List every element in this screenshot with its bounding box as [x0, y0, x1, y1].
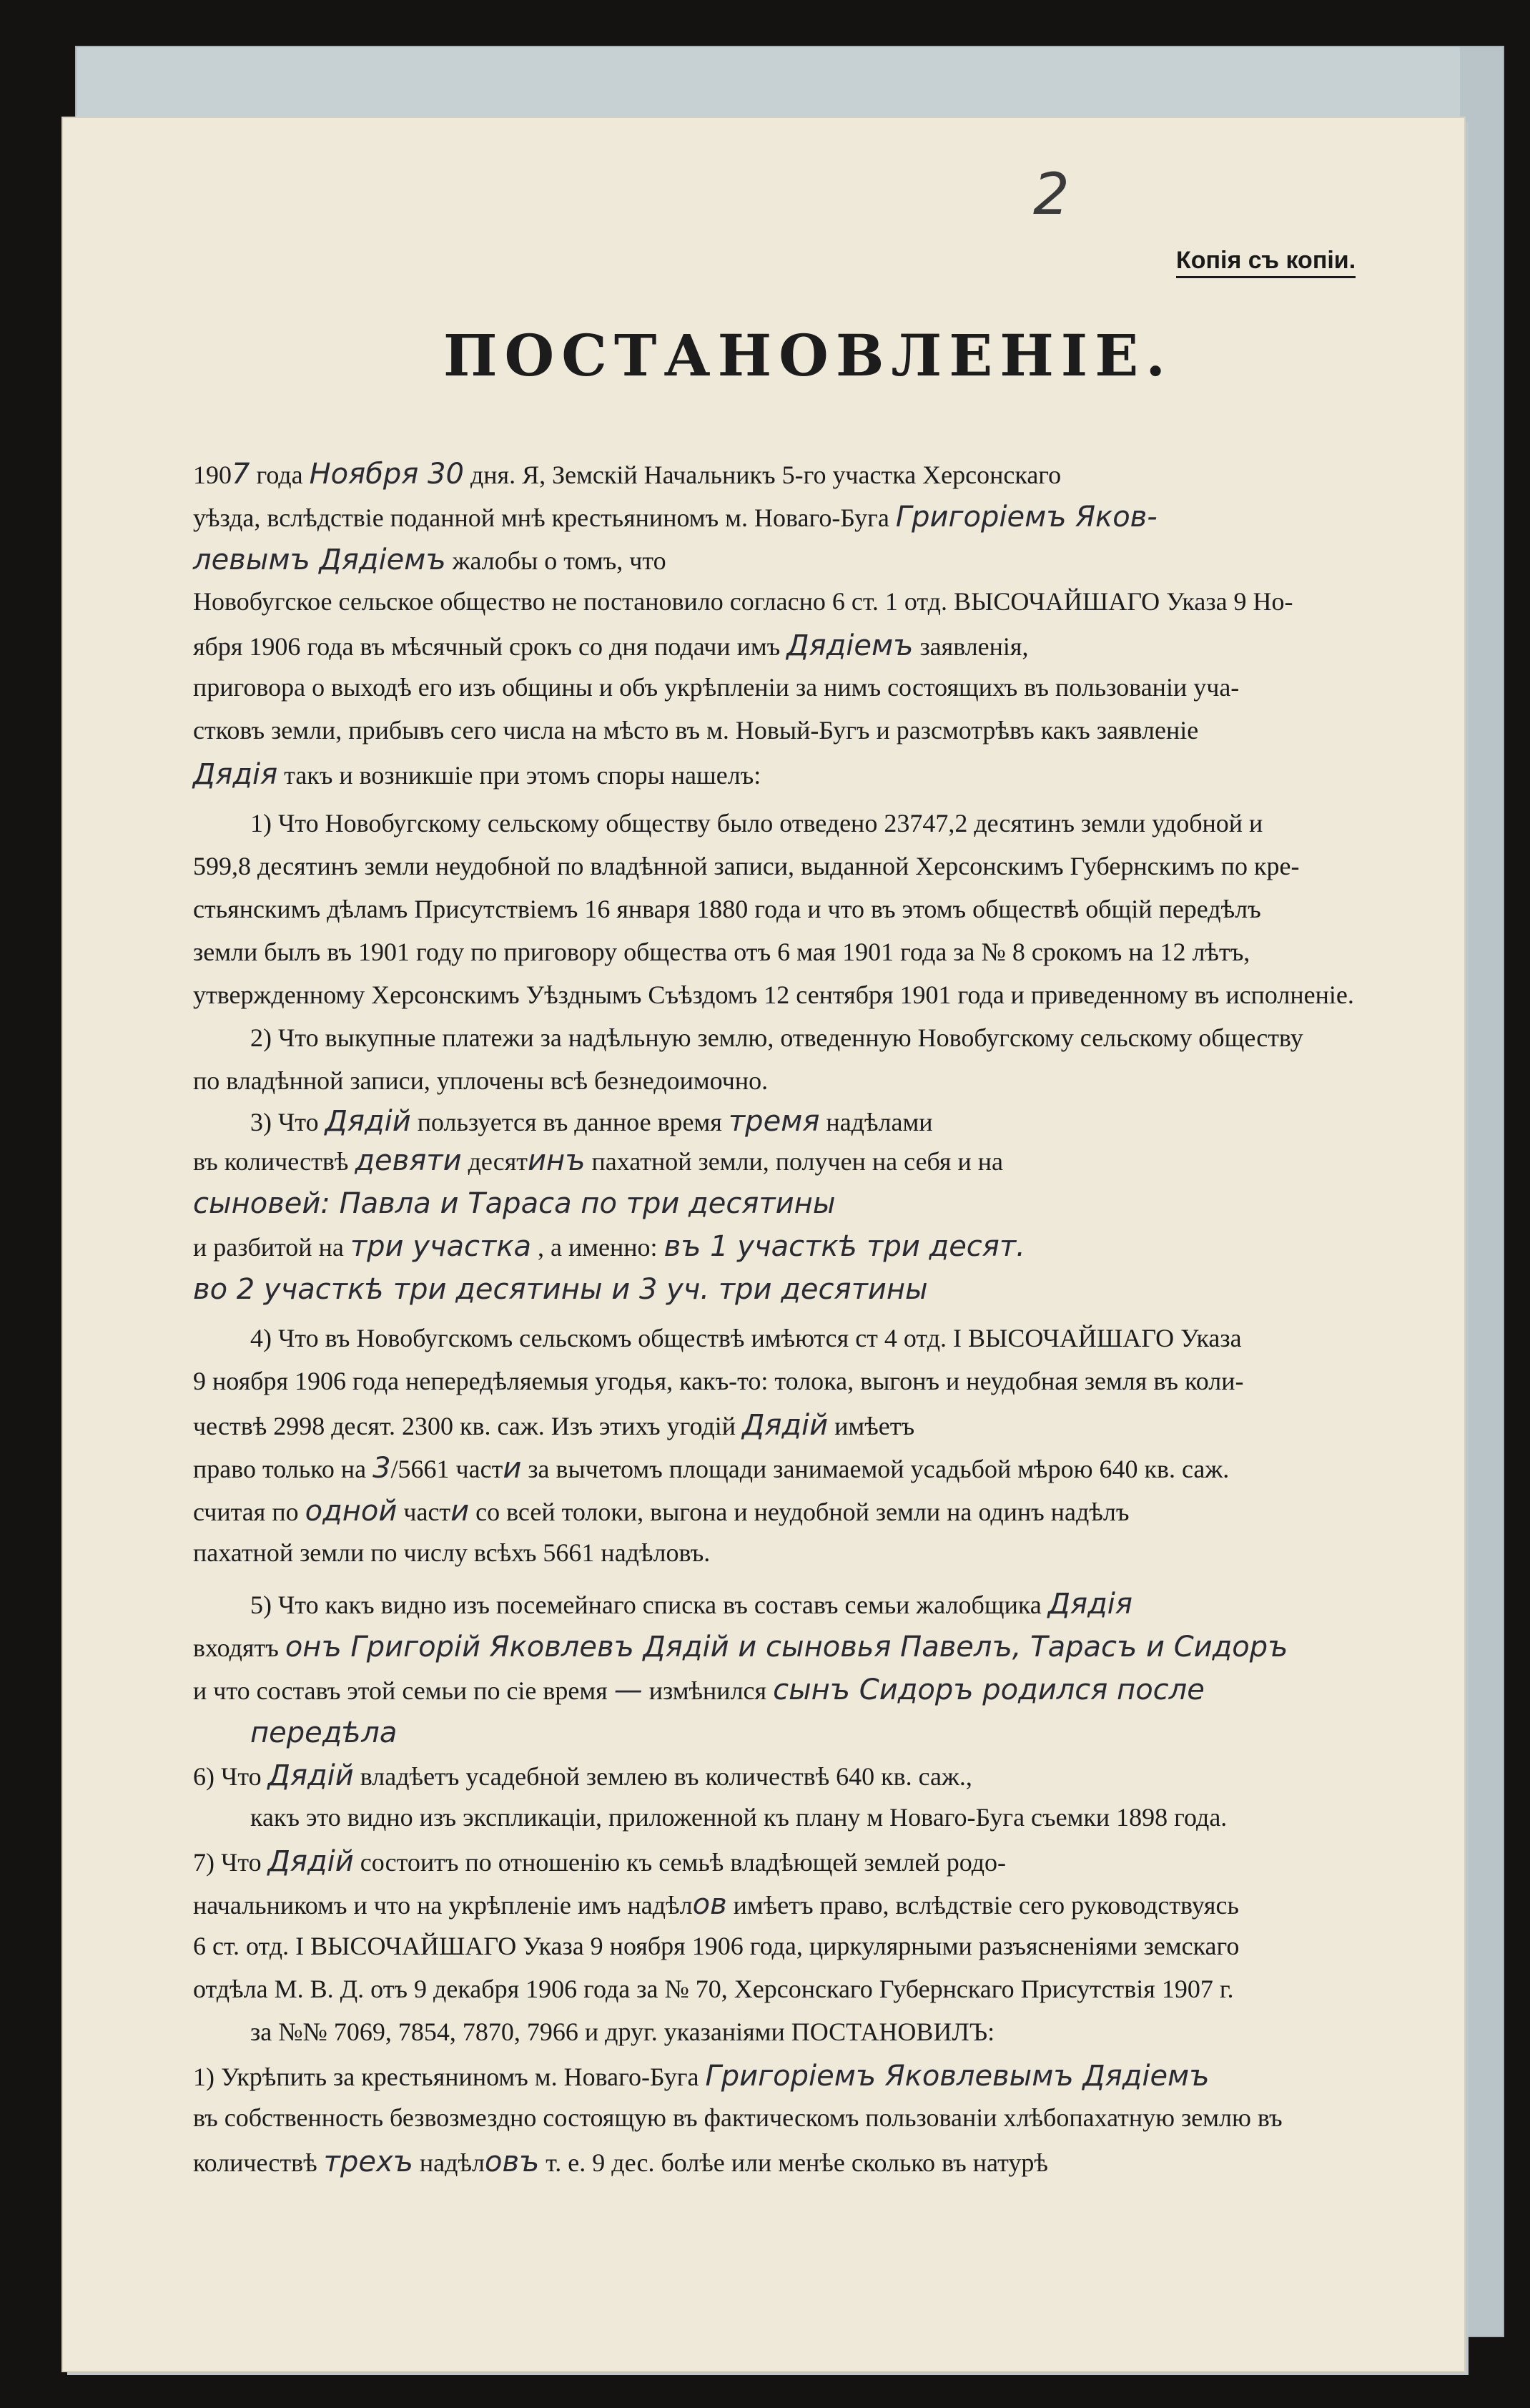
printed-text: въ собственность безвозмездно состоящую въ фактическомъ пользованіи хлѣбопахатную землю въ: [193, 2103, 1283, 2132]
printed-text: состоитъ по отношенію къ семьѣ владѣющей землей родо-: [353, 1848, 1007, 1877]
printed-text: стковъ земли, прибывъ сего числа на мѣсто въ м. Новый-Бугъ и разсмотрѣвъ какъ заявленіе: [193, 716, 1199, 744]
printed-text: Новобугское сельское общество не постановило согласно 6 ст. 1 отд. ВЫСОЧАЙШАГО Указа 9 Но-: [193, 587, 1293, 616]
printed-text: 1) Что Новобугскому сельскому обществу было отведено 23747,2 десятинъ земли удобной и: [250, 809, 1263, 837]
document-line: [193, 501, 1344, 545]
printed-text: 7) Что: [193, 1848, 268, 1877]
printed-text: имѣетъ: [828, 1412, 915, 1440]
document-line: [193, 1452, 1344, 1496]
printed-text: земли былъ въ 1901 году по приговору общества отъ 6 мая 1901 года за № 8 срокомъ на 12 лѣтъ,: [193, 938, 1250, 966]
printed-text: какъ это видно изъ экспликаціи, приложенной къ плану м Новаго-Буга съемки 1898 года.: [250, 1803, 1228, 1832]
handwritten-entry: и: [503, 1452, 522, 1485]
printed-text: входятъ: [193, 1633, 285, 1662]
copy-label: Копія съ копіи.: [1176, 247, 1356, 278]
document-line: [193, 2146, 1344, 2190]
document-line: [193, 1674, 1344, 1718]
handwritten-entry: Дядіемъ: [786, 629, 914, 662]
handwritten-entry: во 2 участкѣ три десятины и 3 уч. три десятины: [193, 1273, 928, 1306]
handwritten-entry: сынъ Сидоръ родился после: [773, 1674, 1205, 1706]
printed-text: десят: [461, 1147, 528, 1176]
document-line: [193, 586, 1344, 631]
handwritten-entry: овъ: [484, 2146, 540, 2178]
printed-text: ября 1906 года въ мѣсячный срокъ со дня подачи имъ: [193, 632, 787, 661]
document-line: [193, 458, 1344, 502]
document-line: [193, 2060, 1344, 2104]
document-line: [193, 1230, 1344, 1274]
document-line: [193, 1802, 1401, 1847]
handwritten-entry: Дядій: [742, 1409, 829, 1442]
printed-text: по владѣнной записи, уплочены всѣ безнедоимочно.: [193, 1066, 769, 1095]
document-line: [193, 808, 1401, 852]
handwritten-entry: Дядія: [1047, 1588, 1132, 1621]
printed-text: т. е. 9 дес. болѣе или менѣе сколько въ натурѣ: [539, 2148, 1048, 2177]
printed-text: жалобы о томъ, что: [445, 546, 666, 575]
document-line: [193, 2017, 1401, 2061]
handwritten-entry: Григоріемъ Яков-: [895, 501, 1158, 534]
document-line: [193, 629, 1344, 674]
handwritten-entry: Ноября 30: [309, 458, 464, 491]
document-line: [193, 2103, 1344, 2147]
printed-text: и что составъ этой семьи по сіе время: [193, 1676, 614, 1705]
handwritten-entry: левымъ Дядіемъ: [193, 544, 446, 576]
printed-text: утвержденному Херсонскимъ Уѣзднымъ Съѣздомъ 12 сентября 1901 года и приведенному въ исполненіе.: [193, 981, 1354, 1009]
document-line: [193, 894, 1344, 938]
printed-text: 1) Укрѣпить за крестьяниномъ м. Новаго-Буга: [193, 2063, 706, 2091]
printed-text: отдѣла М. В. Д. отъ 9 декабря 1906 года за № 70, Херсонскаго Губернскаго Присутствія 1907 г.: [193, 1975, 1234, 2003]
printed-text: владѣетъ усадебной землею въ количествѣ 640 кв. саж.,: [353, 1762, 972, 1791]
printed-text: 5) Что какъ видно изъ посемейнаго списка въ составъ семьи жалобщика: [250, 1591, 1048, 1619]
printed-text: въ количествѣ: [193, 1147, 355, 1176]
document-line: [193, 851, 1344, 895]
handwritten-entry: Дядій: [267, 1845, 354, 1878]
handwritten-entry: въ 1 участкѣ три десят.: [663, 1230, 1025, 1263]
printed-text: заявленія,: [913, 632, 1029, 661]
document-line: [193, 980, 1354, 1024]
handwritten-entry: Дядія: [193, 758, 278, 791]
printed-text: за №№ 7069, 7854, 7870, 7966 и друг. указаніями ПОСТАНОВИЛЪ:: [250, 2018, 995, 2046]
printed-text: 4) Что въ Новобугскомъ сельскомъ обществѣ имѣются ст 4 отд. I ВЫСОЧАЙШАГО Указа: [250, 1324, 1242, 1352]
backing-sheet-edge: [1460, 47, 1503, 2336]
document-line: [193, 1974, 1344, 2018]
printed-text: имѣетъ право, вслѣдствіе сего руководствуясь: [726, 1891, 1239, 1920]
printed-text: 6 ст. отд. I ВЫСОЧАЙШАГО Указа 9 ноября 1906 года, циркулярными разъясненіями земскаго: [193, 1932, 1240, 1960]
document-title: ПОСТАНОВЛЕНІЕ.: [443, 322, 1173, 389]
printed-text: считая по: [193, 1498, 305, 1526]
printed-text: част: [397, 1498, 451, 1526]
handwritten-entry: тремя: [728, 1105, 820, 1138]
printed-text: приговора о выходѣ его изъ общины и объ укрѣпленіи за нимъ состоящихъ въ пользованіи уча-: [193, 673, 1240, 702]
document-line: [193, 1631, 1344, 1675]
handwritten-entry: трехъ: [323, 2146, 413, 2178]
printed-text: 599,8 десятинъ земли неудобной по владѣнной записи, выданной Херсонскимъ Губернскимъ по кре-: [193, 852, 1300, 880]
handwritten-entry: сыновей: Павла и Тараса по три десятины: [193, 1187, 836, 1220]
document-line: [193, 937, 1344, 981]
document-line: [193, 672, 1344, 717]
handwritten-entry: девяти: [355, 1144, 462, 1177]
document-line: [193, 1105, 1401, 1149]
handwritten-entry: 7: [232, 458, 250, 491]
document-line: [193, 1588, 1401, 1632]
handwritten-entry: одной: [305, 1495, 398, 1528]
handwritten-entry: ов: [692, 1888, 727, 1921]
printed-text: надѣлами: [819, 1108, 933, 1136]
document-line: [193, 758, 1344, 802]
printed-text: право только на: [193, 1455, 373, 1483]
printed-text: чествѣ 2998 десят. 2300 кв. саж. Изъ этихъ угодій: [193, 1412, 743, 1440]
document-line: [193, 544, 1344, 588]
document-line: [193, 1716, 1401, 1761]
printed-text: уѣзда, вслѣдствіе поданной мнѣ крестьяниномъ м. Новаго-Буга: [193, 503, 896, 532]
printed-text: такъ и возникшіе при этомъ споры нашелъ:: [277, 761, 761, 790]
printed-text: начальникомъ и что на укрѣпленіе имъ надѣл: [193, 1891, 693, 1920]
handwritten-entry: Дядій: [325, 1105, 411, 1138]
printed-text: со всей толоки, выгона и неудобной земли на одинъ надѣлъ: [469, 1498, 1130, 1526]
document-line: [193, 1538, 1344, 1582]
handwritten-entry: передѣла: [250, 1716, 398, 1749]
printed-text: 2) Что выкупные платежи за надѣльную землю, отведенную Новобугскому сельскому обществу: [250, 1023, 1303, 1052]
printed-text: года: [250, 461, 310, 489]
printed-text: и разбитой на: [193, 1233, 350, 1262]
printed-text: 6) Что: [193, 1762, 268, 1791]
handwritten-entry: онъ Григорій Яковлевъ Дядій и сыновья Павелъ, Тарасъ и Сидоръ: [285, 1631, 1288, 1664]
printed-text: 3) Что: [250, 1108, 325, 1136]
document-line: [193, 1888, 1344, 1932]
document-line: [193, 1366, 1344, 1410]
handwritten-entry: и: [450, 1495, 470, 1528]
printed-text: 190: [193, 461, 232, 489]
document-line: [193, 1495, 1344, 1539]
document-line: [193, 1845, 1344, 1889]
document-line: [193, 1273, 1344, 1317]
document-line: [193, 1187, 1344, 1232]
document-line: [193, 1023, 1401, 1067]
printed-text: стьянскимъ дѣламъ Присутствіемъ 16 января 1880 года и что въ этомъ обществѣ общій передѣлъ: [193, 895, 1261, 923]
handwritten-entry: 3: [372, 1452, 391, 1485]
printed-text: дня. Я, Земскій Начальникъ 5-го участка Херсонскаго: [463, 461, 1062, 489]
printed-text: пахатной земли, получен на себя и на: [585, 1147, 1003, 1176]
handwritten-entry: Григоріемъ Яковлевымъ Дядіемъ: [705, 2060, 1210, 2093]
handwritten-entry: три участка: [350, 1230, 532, 1263]
document-line: [193, 1409, 1344, 1453]
printed-text: надѣл: [413, 2148, 485, 2177]
printed-text: пахатной земли по числу всѣхъ 5661 надѣловъ.: [193, 1538, 711, 1567]
printed-text: количествѣ: [193, 2148, 324, 2177]
printed-text: 9 ноября 1906 года непередѣляемыя угодья, какъ-то: толока, выгонъ и неудобная земля въ коли-: [193, 1367, 1244, 1395]
printed-text: , а именно:: [531, 1233, 664, 1262]
sheet-number: 2: [1033, 161, 1070, 227]
handwritten-entry: инъ: [528, 1144, 586, 1177]
document-line: [193, 1759, 1344, 1804]
document-line: [193, 1931, 1344, 1975]
document-line: [193, 1066, 1344, 1110]
handwritten-entry: Дядій: [267, 1759, 354, 1792]
printed-text: измѣнился: [642, 1676, 774, 1705]
document-line: [193, 715, 1344, 760]
printed-text: пользуется въ данное время: [410, 1108, 729, 1136]
document-line: [193, 1144, 1344, 1189]
printed-text: /5661 част: [390, 1455, 503, 1483]
document-line: [193, 1323, 1401, 1367]
handwritten-entry: —: [613, 1674, 643, 1706]
printed-text: за вычетомъ площади занимаемой усадьбой мѣрою 640 кв. саж.: [521, 1455, 1230, 1483]
